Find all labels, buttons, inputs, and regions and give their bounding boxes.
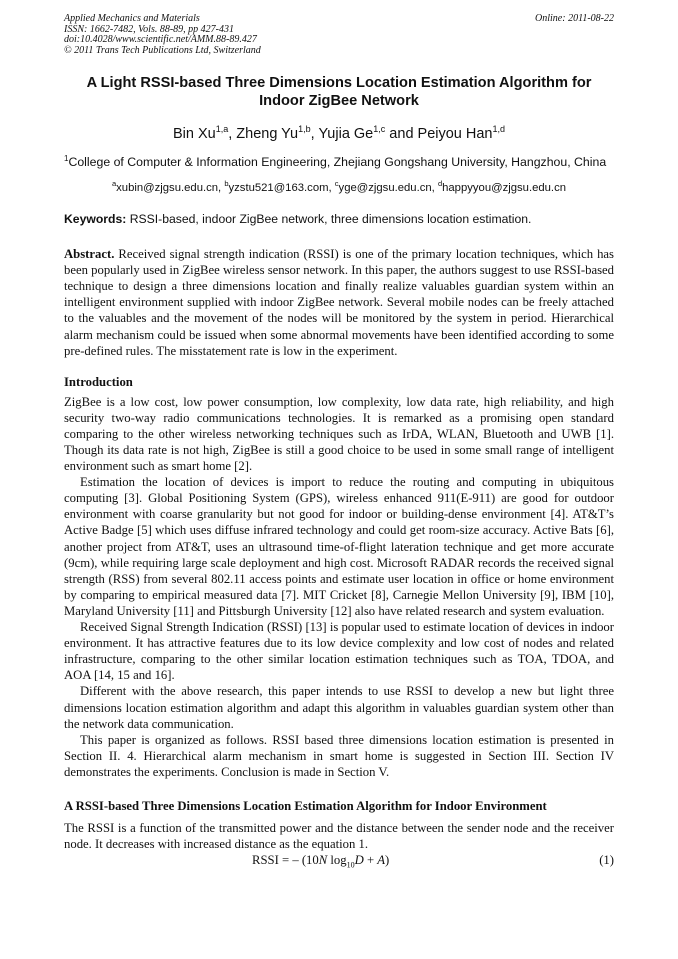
eq-var-a: A [377,853,386,868]
paragraph: Different with the above research, this paper intends to use RSSI to develop a new but light three dimensions location estimation algorithm and adapt this algorithm in valuables guardian system other than the network data communication. [64,684,614,731]
eq-var-n: N [318,853,328,868]
eq-log: log [327,853,347,868]
online-date: Online: 2011-08-22 [535,13,614,24]
paper-title: A Light RSSI-based Three Dimensions Location Estimation Algorithm for Indoor ZigBee Network [86,75,592,110]
eq-lhs: RSSI = [252,853,293,868]
email-sup: d [437,179,443,189]
section-heading-introduction: Introduction [64,374,133,389]
equation-expression [252,852,389,874]
eq-minus: – [292,853,299,868]
keywords-text: RSSI-based, indoor ZigBee network, three dimensions location estimation. [126,212,532,227]
affiliation-text: College of Computer & Information Engineering, Zhejiang Gongshang University, Hangzhou, China [68,155,607,170]
author-separator: and [385,126,418,143]
author-separator: , [228,126,237,143]
author-name: Zheng Yu [236,126,299,143]
email-sup: a [111,179,117,189]
email-list [64,176,614,196]
eq-open: (10 [298,853,319,868]
email-link[interactable]: happyyou@zjgsu.edu.cn [442,182,567,195]
paragraph: Received Signal Strength Indication (RSSI) [13] is popular used to estimate location of devices in indoor environment. It has attractive features due to its low device complexity and low cost of nodes and related infrastructure, comparing to the other similar location estimation techniques such as TOA, TDOA, and AOA [14, 15 and 16]. [64,620,614,683]
author-affil-sup: 1,c [373,124,386,135]
algorithm-body [64,820,614,852]
author-affil-sup: 1,d [492,124,506,135]
paragraph: Estimation the location of devices is import to reduce the routing and computing in ubiquitous computing [3]. Global Positioning System (GPS), wireless enhanced 911(E-911) are good for outdoor environment with coarse granularity but not good for indoor or building-dense environment [4]. AT&T’s Active Badge [5] which uses diffuse infrared technology and could get room-size accuracy. Active Bats [6], another project from AT&T, uses an ultrasound time-of-flight lateration technique and get more accurate (9cm), while requiring large scale deployment and high cost. Microsoft RADAR records the received signal strength (RSS) from several 802.11 access points and estimate user location in office or home environment by comparing to empirical measured data [7]. MIT Cricket [8], Carnegie Mellon University [9], IBM [10], Maryland University [11] and Pittsburgh University [12] also have related research and system evaluation. [64,475,614,618]
author-list [64,120,614,143]
abstract [64,246,614,359]
paragraph: ZigBee is a low cost, low power consumption, low complexity, low data rate, high reliability, and high security two-way radio communications technologies. It is remarked as a promising open standard comparing to the other wireless networking techniques such as IrDA, WLAN, Bluetooth and UWB [1]. Though its data rate is not high, ZigBee is still a good choice to be used in some small range of intelligent environment such as smart home [2]. [64,394,614,474]
abstract-label: Abstract. [64,247,115,262]
paragraph: The RSSI is a function of the transmitted power and the distance between the sender node and the receiver node. It decreases with increased distance as the equation 1. [64,820,614,852]
keywords [64,212,614,227]
introduction-body [64,394,614,780]
eq-log-base: 10 [346,860,355,870]
affiliation [64,151,614,170]
affiliation-sup: 1 [64,154,69,164]
copyright: © 2011 Trans Tech Publications Ltd, Switzerland [64,44,261,56]
journal-name: Applied Mechanics and Materials [64,13,200,24]
author-name: Peiyou Han [417,126,493,143]
author-name: Bin Xu [172,126,216,143]
author-separator: , [310,126,319,143]
email-sup: c [334,179,339,189]
section-heading-algorithm: A RSSI-based Three Dimensions Location Estimation Algorithm for Indoor Environment [64,798,547,813]
abstract-text: Received signal strength indication (RSSI) is one of the primary location techniques, which has been popularly used in ZigBee wireless sensor network. In this paper, the authors suggest to use RSSI-based technique to design a three dimensions location and finally realize valuables guardian system within an intelligent environment supplied with indoor ZigBee network. Several mobile nodes can be freely attached to the valuables and the movement of the nodes will be monitored by the system in period. Hierarchical alarm mechanism could be issued when some abnormal movements have been identified according to some pre-defined rules. The misstatement rate is low in the experiment. [64,247,614,358]
eq-plus: + [363,853,378,868]
author-affil-sup: 1,b [298,124,311,135]
email-sup: b [224,179,229,189]
paper-page [64,14,614,868]
journal-header [64,14,614,56]
author-affil-sup: 1,a [215,124,229,135]
email-link[interactable]: yzstu521@163.com, [228,182,335,195]
issn: ISSN: 1662-7482, Vols. 88-89, pp 427-431 [64,23,234,35]
email-link[interactable]: xubin@zjgsu.edu.cn, [116,182,225,195]
keywords-label: Keywords: [64,212,127,227]
equation-number: (1) [599,853,614,868]
eq-var-d: D [354,853,364,868]
author-name: Yujia Ge [318,126,374,143]
paragraph: This paper is organized as follows. RSSI based three dimensions location estimation is presented in Section II. 4. Hierarchical alarm mechanism in smart home is suggested in Section III. Section IV demonstrates the experiments. Conclusion is made in Section V. [64,732,614,779]
doi: doi:10.4028/www.scientific.net/AMM.88-89.427 [64,34,257,46]
equation-1 [64,852,614,868]
email-link[interactable]: yge@zjgsu.edu.cn, [338,182,438,195]
eq-close: ) [385,853,390,868]
